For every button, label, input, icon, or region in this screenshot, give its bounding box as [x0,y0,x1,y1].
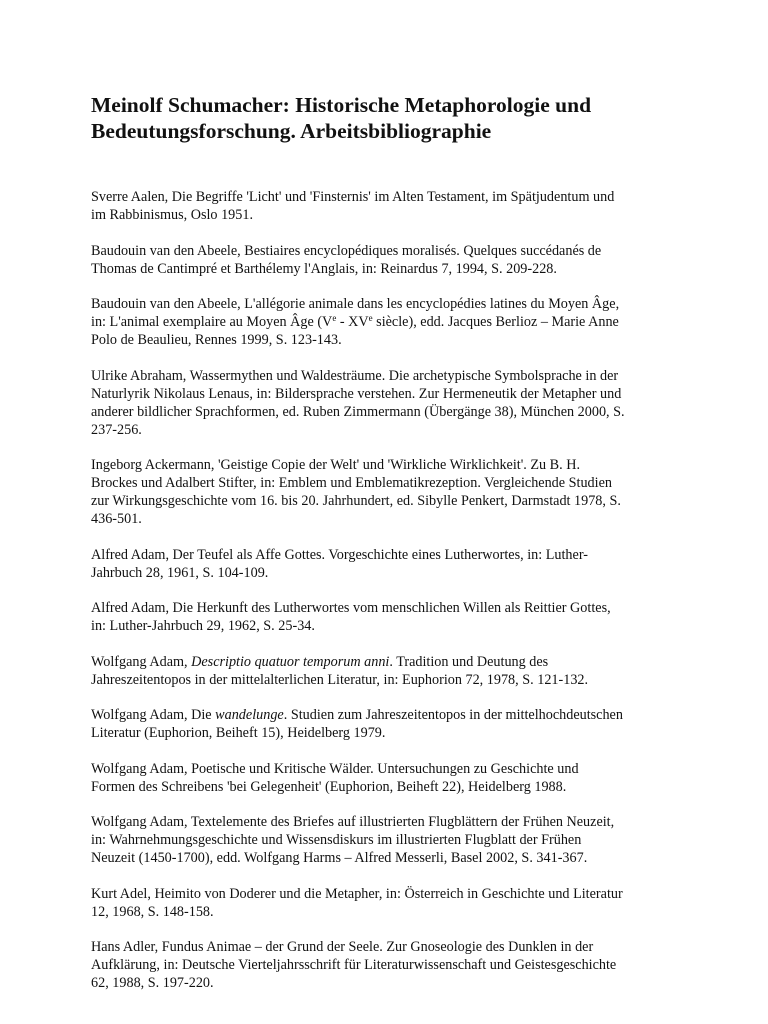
entry-text: 62, 1988, S. 197-220. [91,975,214,991]
entry-text: Alfred Adam, Der Teufel als Affe Gottes. Vorgeschichte eines Lutherwortes, in: Luther- [91,546,588,563]
entry-text: Sverre Aalen, Die Begriffe 'Licht' und 'Finsternis' im Alten Testament, im Spätjudentum und [91,189,615,205]
entry-line [91,331,691,349]
bibliography-entry [91,456,691,528]
entry-text: Wolfgang Adam, Die [91,707,216,723]
bibliography-entry [91,760,691,796]
entry-text: Polo de Beaulieu, Rennes 1999, S. 123-143. [91,332,342,348]
entry-text: Wolfgang Adam, Poetische und Kritische Wälder. Untersuchungen zu Geschichte und [91,760,579,777]
entry-line [91,706,691,724]
entry-text: . Studien zum Jahreszeitentopos in der mittelhochdeutschen [283,707,623,723]
entry-line [91,421,691,439]
entry-text: Hans Adler, Fundus Animae – der Grund der Seele. Zur Gnoseologie des Dunklen in der [91,939,594,955]
entry-text: zur Wirkungsgeschichte vom 16. bis 20. Jahrhundert, ed. Sibylle Penkert, Darmstadt 1978, S. [91,493,621,509]
entry-text: Aufklärung, in: Deutsche Vierteljahrsschrift für Literaturwissenschaft und Geistesgeschichte [91,957,617,973]
entry-text: Baudouin van den Abeele, L'allégorie animale dans les encyclopédies latines du Moyen Âge, [91,296,620,312]
entry-text: Wolfgang Adam, [91,653,192,670]
entry-line [91,938,691,956]
entry-text: Brockes und Adalbert Stifter, in: Emblem und Emblematikrezeption. Vergleichende Studien [91,475,612,491]
entry-text: Baudouin van den Abeele, Bestiaires encyclopédiques moralisés. Quelques succédanés de [91,242,602,259]
bibliography-entry [91,367,691,439]
entry-text: Jahreszeitentopos in der mittelalterlichen Literatur, in: Euphorion 72, 1978, S. 121-132. [91,671,589,688]
superscript-text: e [368,313,373,323]
entry-text: 237-256. [91,421,142,438]
bibliography-entry [91,653,691,689]
entry-line [91,831,691,849]
entry-line [91,403,691,421]
entry-text: in: L'animal exemplaire au Moyen Âge (V [91,314,333,330]
entry-line [91,188,691,206]
entry-line [91,295,691,313]
bibliography-entry [91,295,691,349]
italic-title: Descriptio quatuor temporum anni [191,653,390,670]
entry-text: Ingeborg Ackermann, 'Geistige Copie der Welt' und 'Wirkliche Wirklichkeit'. Zu B. H. [91,457,581,473]
entry-line [91,492,691,510]
entry-line [91,510,691,528]
entry-line [91,956,691,974]
entry-line [91,778,691,796]
entry-line [91,724,691,742]
italic-title: wandelunge [215,707,284,723]
entry-line [91,546,691,564]
entry-line [91,599,691,617]
bibliography-list [91,188,691,1010]
entry-text: 12, 1968, S. 148-158. [91,903,214,920]
bibliography-entry [91,938,691,992]
entry-line [91,849,691,867]
title-line: Meinolf Schumacher: Historische Metaphorologie und [91,93,592,117]
title-line: Bedeutungsforschung. Arbeitsbibliographie [91,119,492,143]
bibliography-entry [91,599,691,635]
entry-line [91,206,691,224]
entry-line [91,242,691,260]
bibliography-entry [91,885,691,921]
superscript-text: e [332,313,337,323]
entry-text: Ulrike Abraham, Wassermythen und Waldesträume. Die archetypische Symbolsprache in der [91,367,619,384]
entry-text: - XV [336,314,369,330]
entry-line [91,367,691,385]
entry-text: in: Luther-Jahrbuch 29, 1962, S. 25-34. [91,618,315,634]
bibliography-entry [91,546,691,582]
entry-line [91,385,691,403]
entry-line [91,760,691,778]
entry-text: Naturlyrik Nikolaus Lenaus, in: Bildersprache verstehen. Zur Hermeneutik der Metapher und [91,385,622,402]
entry-line [91,260,691,278]
entry-text: siècle), edd. Jacques Berlioz – Marie Anne [372,314,619,330]
entry-line [91,885,691,903]
bibliography-entry [91,706,691,742]
entry-text: Alfred Adam, Die Herkunft des Lutherwortes vom menschlichen Willen als Reittier Gottes, [91,600,611,616]
entry-line [91,617,691,635]
entry-text: Thomas de Cantimpré et Barthélemy l'Anglais, in: Reinardus 7, 1994, S. 209-228. [91,260,557,277]
bibliography-entry [91,188,691,224]
entry-text: Wolfgang Adam, Textelemente des Briefes auf illustrierten Flugblättern der Frühen Neuzeit, [91,814,615,830]
entry-line [91,813,691,831]
entry-text: anderer bildlicher Sprachformen, ed. Ruben Zimmermann (Übergänge 38), München 2000, S. [91,403,625,420]
entry-line [91,903,691,921]
entry-line [91,653,691,671]
bibliography-entry [91,242,691,278]
entry-line [91,671,691,689]
entry-text: Literatur (Euphorion, Beiheft 15), Heidelberg 1979. [91,725,386,741]
entry-text: 436-501. [91,511,142,527]
entry-line [91,313,691,331]
entry-text: im Rabbinismus, Oslo 1951. [91,207,253,223]
entry-text: in: Wahrnehmungsgeschichte und Wissensdiskurs im illustrierten Flugblatt der Frühen [91,832,582,848]
entry-text: Jahrbuch 28, 1961, S. 104-109. [91,564,269,581]
entry-line [91,456,691,474]
entry-text: Kurt Adel, Heimito von Doderer und die Metapher, in: Österreich in Geschichte und Literatur [91,885,623,902]
entry-line [91,974,691,992]
document-title [91,92,731,144]
entry-text: Neuzeit (1450-1700), edd. Wolfgang Harms – Alfred Messerli, Basel 2002, S. 341-367. [91,850,588,866]
bibliography-entry [91,813,691,867]
entry-text: . Tradition und Deutung des [389,653,549,670]
entry-line [91,474,691,492]
entry-line [91,564,691,582]
entry-text: Formen des Schreibens 'bei Gelegenheit' (Euphorion, Beiheft 22), Heidelberg 1988. [91,778,567,795]
